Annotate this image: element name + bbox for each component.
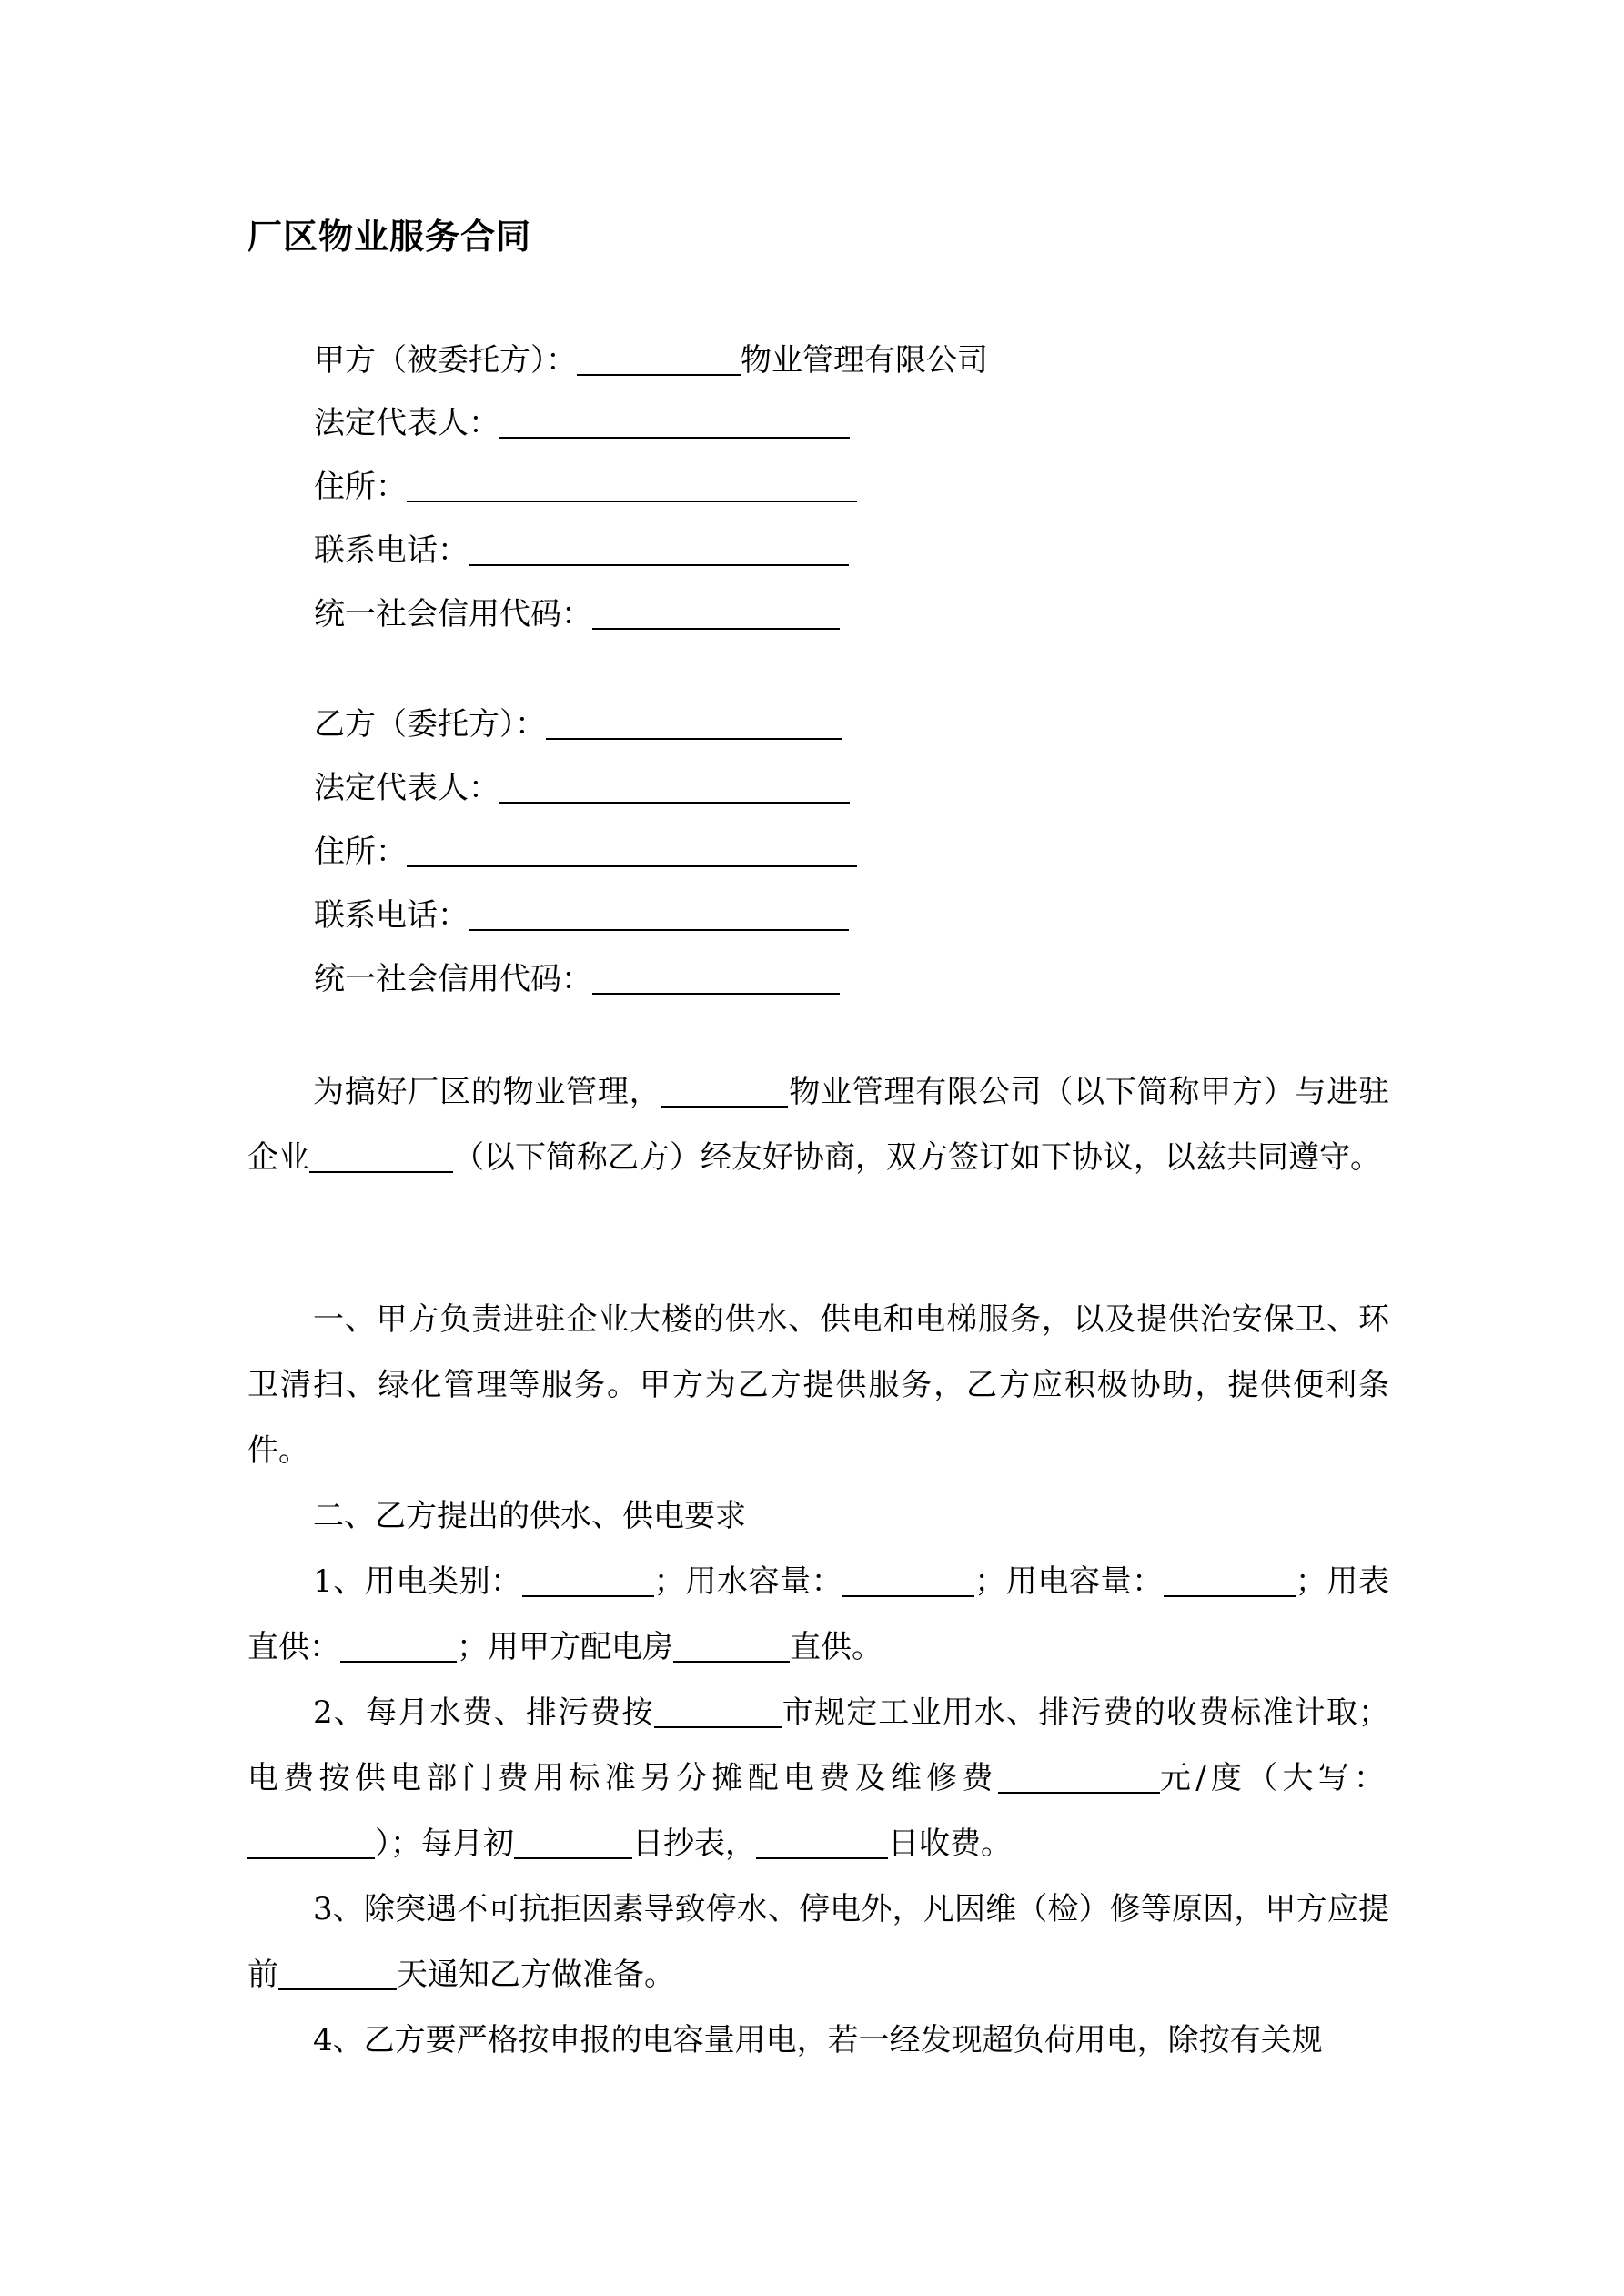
party-b-address-blank <box>407 829 857 867</box>
item1-text-4: ；用表直供： <box>247 1563 1390 1665</box>
party-a-rep-label: 法定代表人： <box>314 405 499 441</box>
item1-blank-water <box>842 1559 974 1597</box>
party-a-name-label: 甲方（被委托方）： <box>314 342 577 379</box>
item1-text-6: 直供。 <box>790 1629 883 1665</box>
item2-text-7: 日收费。 <box>888 1826 1012 1862</box>
party-b-rep-blank <box>499 765 850 804</box>
item1-text-3: ；用电容量： <box>974 1563 1164 1600</box>
party-a-credit-label: 统一社会信用代码： <box>314 596 592 632</box>
intro-blank-company <box>661 1069 788 1108</box>
item2-blank-capital <box>247 1821 375 1859</box>
clause-2-heading: 二、乙方提出的供水、供电要求 <box>313 1498 746 1534</box>
item2-blank-charge-day <box>756 1821 888 1859</box>
party-b-rep-line <box>314 763 850 814</box>
intro-text-3: （以下简称乙方）经友好协商，双方签订如下协议，以兹共同遵守。 <box>453 1139 1381 1176</box>
party-a-rep-line <box>314 398 850 449</box>
party-b-name-blank <box>546 702 842 740</box>
intro-text-2: 物业管理有限公司（以下简称甲方）与进驻企业 <box>247 1074 1390 1176</box>
item1-blank-room <box>673 1624 790 1663</box>
item3-blank-days <box>278 1952 397 1990</box>
party-a-address-line <box>314 461 857 512</box>
party-a-credit-blank <box>592 592 840 630</box>
party-b-address-label: 住所： <box>314 834 407 870</box>
party-b-address-line <box>314 826 857 877</box>
intro-paragraph <box>247 1059 1389 1190</box>
item2-blank-rate <box>998 1755 1160 1794</box>
party-a-name-suffix: 物业管理有限公司 <box>741 342 988 379</box>
document-title: 厂区物业服务合同 <box>247 216 532 257</box>
intro-blank-enterprise <box>309 1135 453 1173</box>
item2-text-1: 2、每月水费、排污费按 <box>313 1694 654 1731</box>
party-b-phone-label: 联系电话： <box>314 897 469 934</box>
party-a-rep-blank <box>499 400 850 439</box>
party-a-name-line <box>314 335 988 386</box>
party-b-phone-blank <box>469 893 849 931</box>
party-a-address-blank <box>407 464 857 502</box>
party-a-phone-line <box>314 525 849 576</box>
party-b-name-label: 乙方（委托方）： <box>314 706 546 743</box>
party-a-phone-label: 联系电话： <box>314 532 469 569</box>
party-b-phone-line <box>314 890 849 941</box>
item2-text-3: 电费按供电部门费用标准另分摊配电费及维修费 <box>247 1760 998 1796</box>
item1-blank-power <box>1164 1559 1296 1597</box>
intro-text-1: 为搞好厂区的物业管理， <box>313 1074 661 1110</box>
item2-blank-read-day <box>514 1821 632 1859</box>
item-2 <box>247 1680 1389 1876</box>
item2-text-6: 日抄表， <box>632 1826 756 1862</box>
item-3 <box>247 1876 1389 2008</box>
party-b-rep-label: 法定代表人： <box>314 770 499 806</box>
party-b-credit-label: 统一社会信用代码： <box>314 961 592 997</box>
item2-text-2: 市规定工业用水、排污费的收费标准计取； <box>781 1694 1390 1731</box>
item1-blank-category <box>522 1559 654 1597</box>
item1-text-2: ；用水容量： <box>653 1563 843 1600</box>
item2-text-5: ）；每月初 <box>375 1826 514 1862</box>
party-b-name-line <box>314 699 842 750</box>
party-b-credit-line <box>314 954 840 1005</box>
item2-text-4: 元/度（大写： <box>1159 1760 1389 1796</box>
item3-text-2: 天通知乙方做准备。 <box>397 1957 675 1993</box>
party-a-address-label: 住所： <box>314 469 407 505</box>
item1-text-1: 1、用电类别： <box>313 1563 522 1600</box>
item-4: 4、乙方要严格按申报的电容量用电，若一经发现超负荷用电，除按有关规 <box>313 2022 1323 2058</box>
item2-blank-city <box>654 1690 782 1728</box>
party-b-credit-blank <box>592 956 840 995</box>
item-1 <box>247 1549 1389 1680</box>
item1-blank-meter <box>340 1624 457 1663</box>
party-a-name-blank <box>577 338 741 376</box>
item1-text-5: ；用甲方配电房 <box>457 1629 673 1665</box>
clause-1: 一、甲方负责进驻企业大楼的供水、供电和电梯服务，以及提供治安保卫、环卫清扫、绿化管理等服务。甲方为乙方提供服务，乙方应积极协助，提供便利条件。 <box>247 1301 1389 1469</box>
party-a-phone-blank <box>469 528 849 566</box>
item3-text-1: 3、除突遇不可抗拒因素导致停水、停电外，凡因维（检）修等原因，甲方应提前 <box>247 1891 1389 1993</box>
party-a-credit-line <box>314 589 840 640</box>
